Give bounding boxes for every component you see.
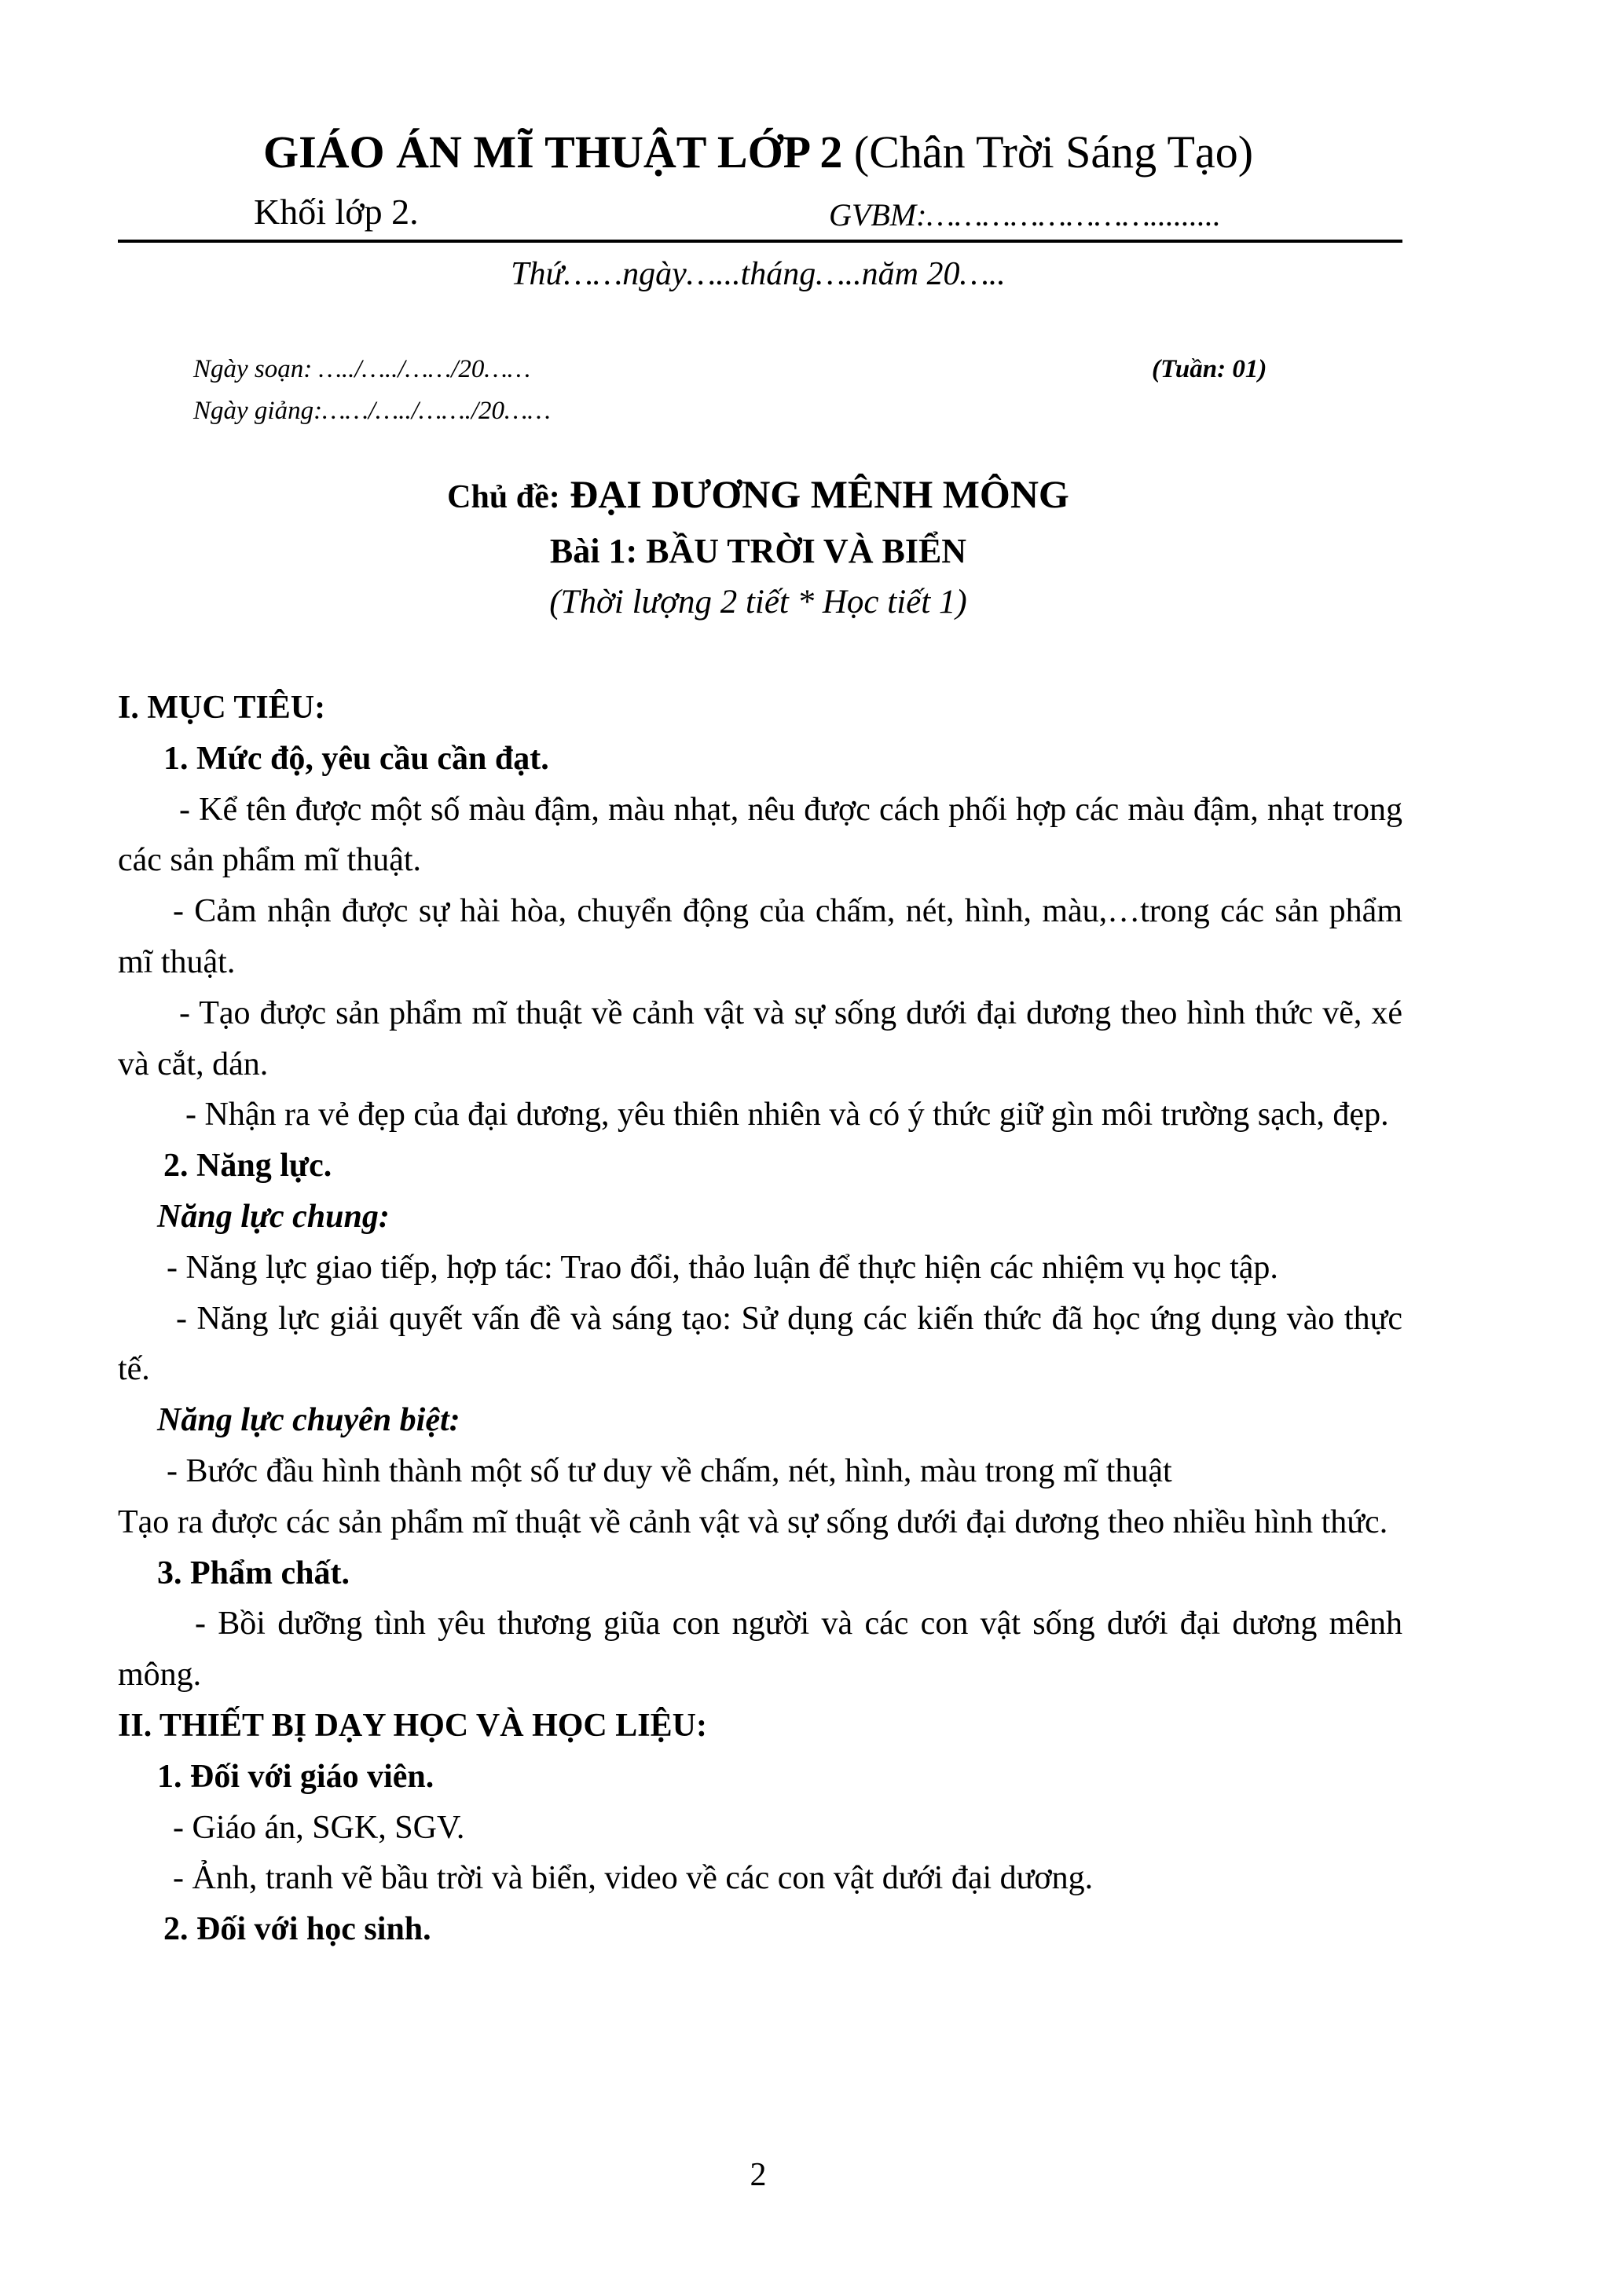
teacher-label: GVBM:……………………......... xyxy=(829,197,1221,233)
section-heading: Năng lực chung: xyxy=(157,1198,390,1235)
body-paragraph: - Bước đầu hình thành một số tư duy về chấm, nét, hình, màu trong mĩ thuật xyxy=(167,1452,1172,1489)
section-heading: 2. Đối với học sinh. xyxy=(163,1911,431,1948)
section-heading: Năng lực chuyên biệt: xyxy=(157,1402,460,1439)
grade-label: Khối lớp 2. xyxy=(254,192,419,232)
section-heading: I. MỤC TIÊU: xyxy=(118,690,326,726)
body-paragraph: - Năng lực giải quyết vấn đề và sáng tạo: Sử dụng các kiến thức đã học ứng dụng vào thực tế. xyxy=(118,1300,1402,1388)
section-heading: 3. Phẩm chất. xyxy=(157,1554,350,1591)
body-paragraph: - Cảm nhận được sự hài hòa, chuyển động của chấm, nét, hình, màu,…trong các sản phẩm mĩ thuật. xyxy=(118,893,1402,980)
topic-heading xyxy=(0,471,1516,517)
topic-title: ĐẠI DƯƠNG MÊNH MÔNG xyxy=(570,472,1069,516)
section-heading: 1. Mức độ, yêu cầu cần đạt. xyxy=(163,740,549,777)
body-paragraph: Tạo ra được các sản phẩm mĩ thuật về cảnh vật và sự sống dưới đại dương theo nhiều hình thức. xyxy=(118,1503,1388,1540)
body-paragraph: - Nhận ra vẻ đẹp của đại dương, yêu thiên nhiên và có ý thức giữ gìn môi trường sạch, đẹp. xyxy=(185,1097,1389,1133)
section-heading: 1. Đối với giáo viên. xyxy=(157,1758,434,1795)
header-rule xyxy=(118,240,1402,243)
body-paragraph: - Tạo được sản phẩm mĩ thuật về cảnh vật và sự sống dưới đại dương theo hình thức vẽ, xé và cắt, dán. xyxy=(118,994,1402,1082)
week-label: (Tuần: 01) xyxy=(1152,355,1267,383)
document-title xyxy=(0,126,1516,178)
prep-date: Ngày soạn: …../…../……/20…… xyxy=(193,355,531,383)
title-subtitle: (Chân Trời Sáng Tạo) xyxy=(853,126,1254,178)
page-number: 2 xyxy=(750,2157,767,2193)
section-heading: 2. Năng lực. xyxy=(163,1148,332,1185)
section-heading: II. THIẾT BỊ DẠY HỌC VÀ HỌC LIỆU: xyxy=(118,1707,707,1744)
body-paragraph: - Năng lực giao tiếp, hợp tác: Trao đổi, thảo luận để thực hiện các nhiệm vụ học tập. xyxy=(167,1249,1278,1286)
body-paragraph: - Ảnh, tranh vẽ bầu trời và biển, video về các con vật dưới đại dương. xyxy=(173,1860,1094,1897)
title-bold: GIÁO ÁN MĨ THUẬT LỚP 2 xyxy=(262,126,843,178)
lesson-title: Bài 1: BẦU TRỜI VÀ BIỂN xyxy=(549,532,967,570)
body-paragraph: - Bồi dưỡng tình yêu thương giũa con người và các con vật sống dưới đại dương mênh mông. xyxy=(118,1606,1402,1694)
body-paragraph: - Kể tên được một số màu đậm, màu nhạt, nêu được cách phối hợp các màu đậm, nhạt trong các sản phẩm mĩ thuật. xyxy=(118,791,1402,879)
body-paragraph: - Giáo án, SGK, SGV. xyxy=(173,1809,465,1846)
date-line: Thứ……ngày…...tháng…..năm 20….. xyxy=(511,256,1006,292)
lesson-duration: (Thời lượng 2 tiết * Học tiết 1) xyxy=(549,584,967,621)
teach-date: Ngày giảng:……/…../……./20…… xyxy=(193,397,551,425)
document-body xyxy=(118,683,1402,1955)
topic-label: Chủ đề: xyxy=(447,479,560,515)
